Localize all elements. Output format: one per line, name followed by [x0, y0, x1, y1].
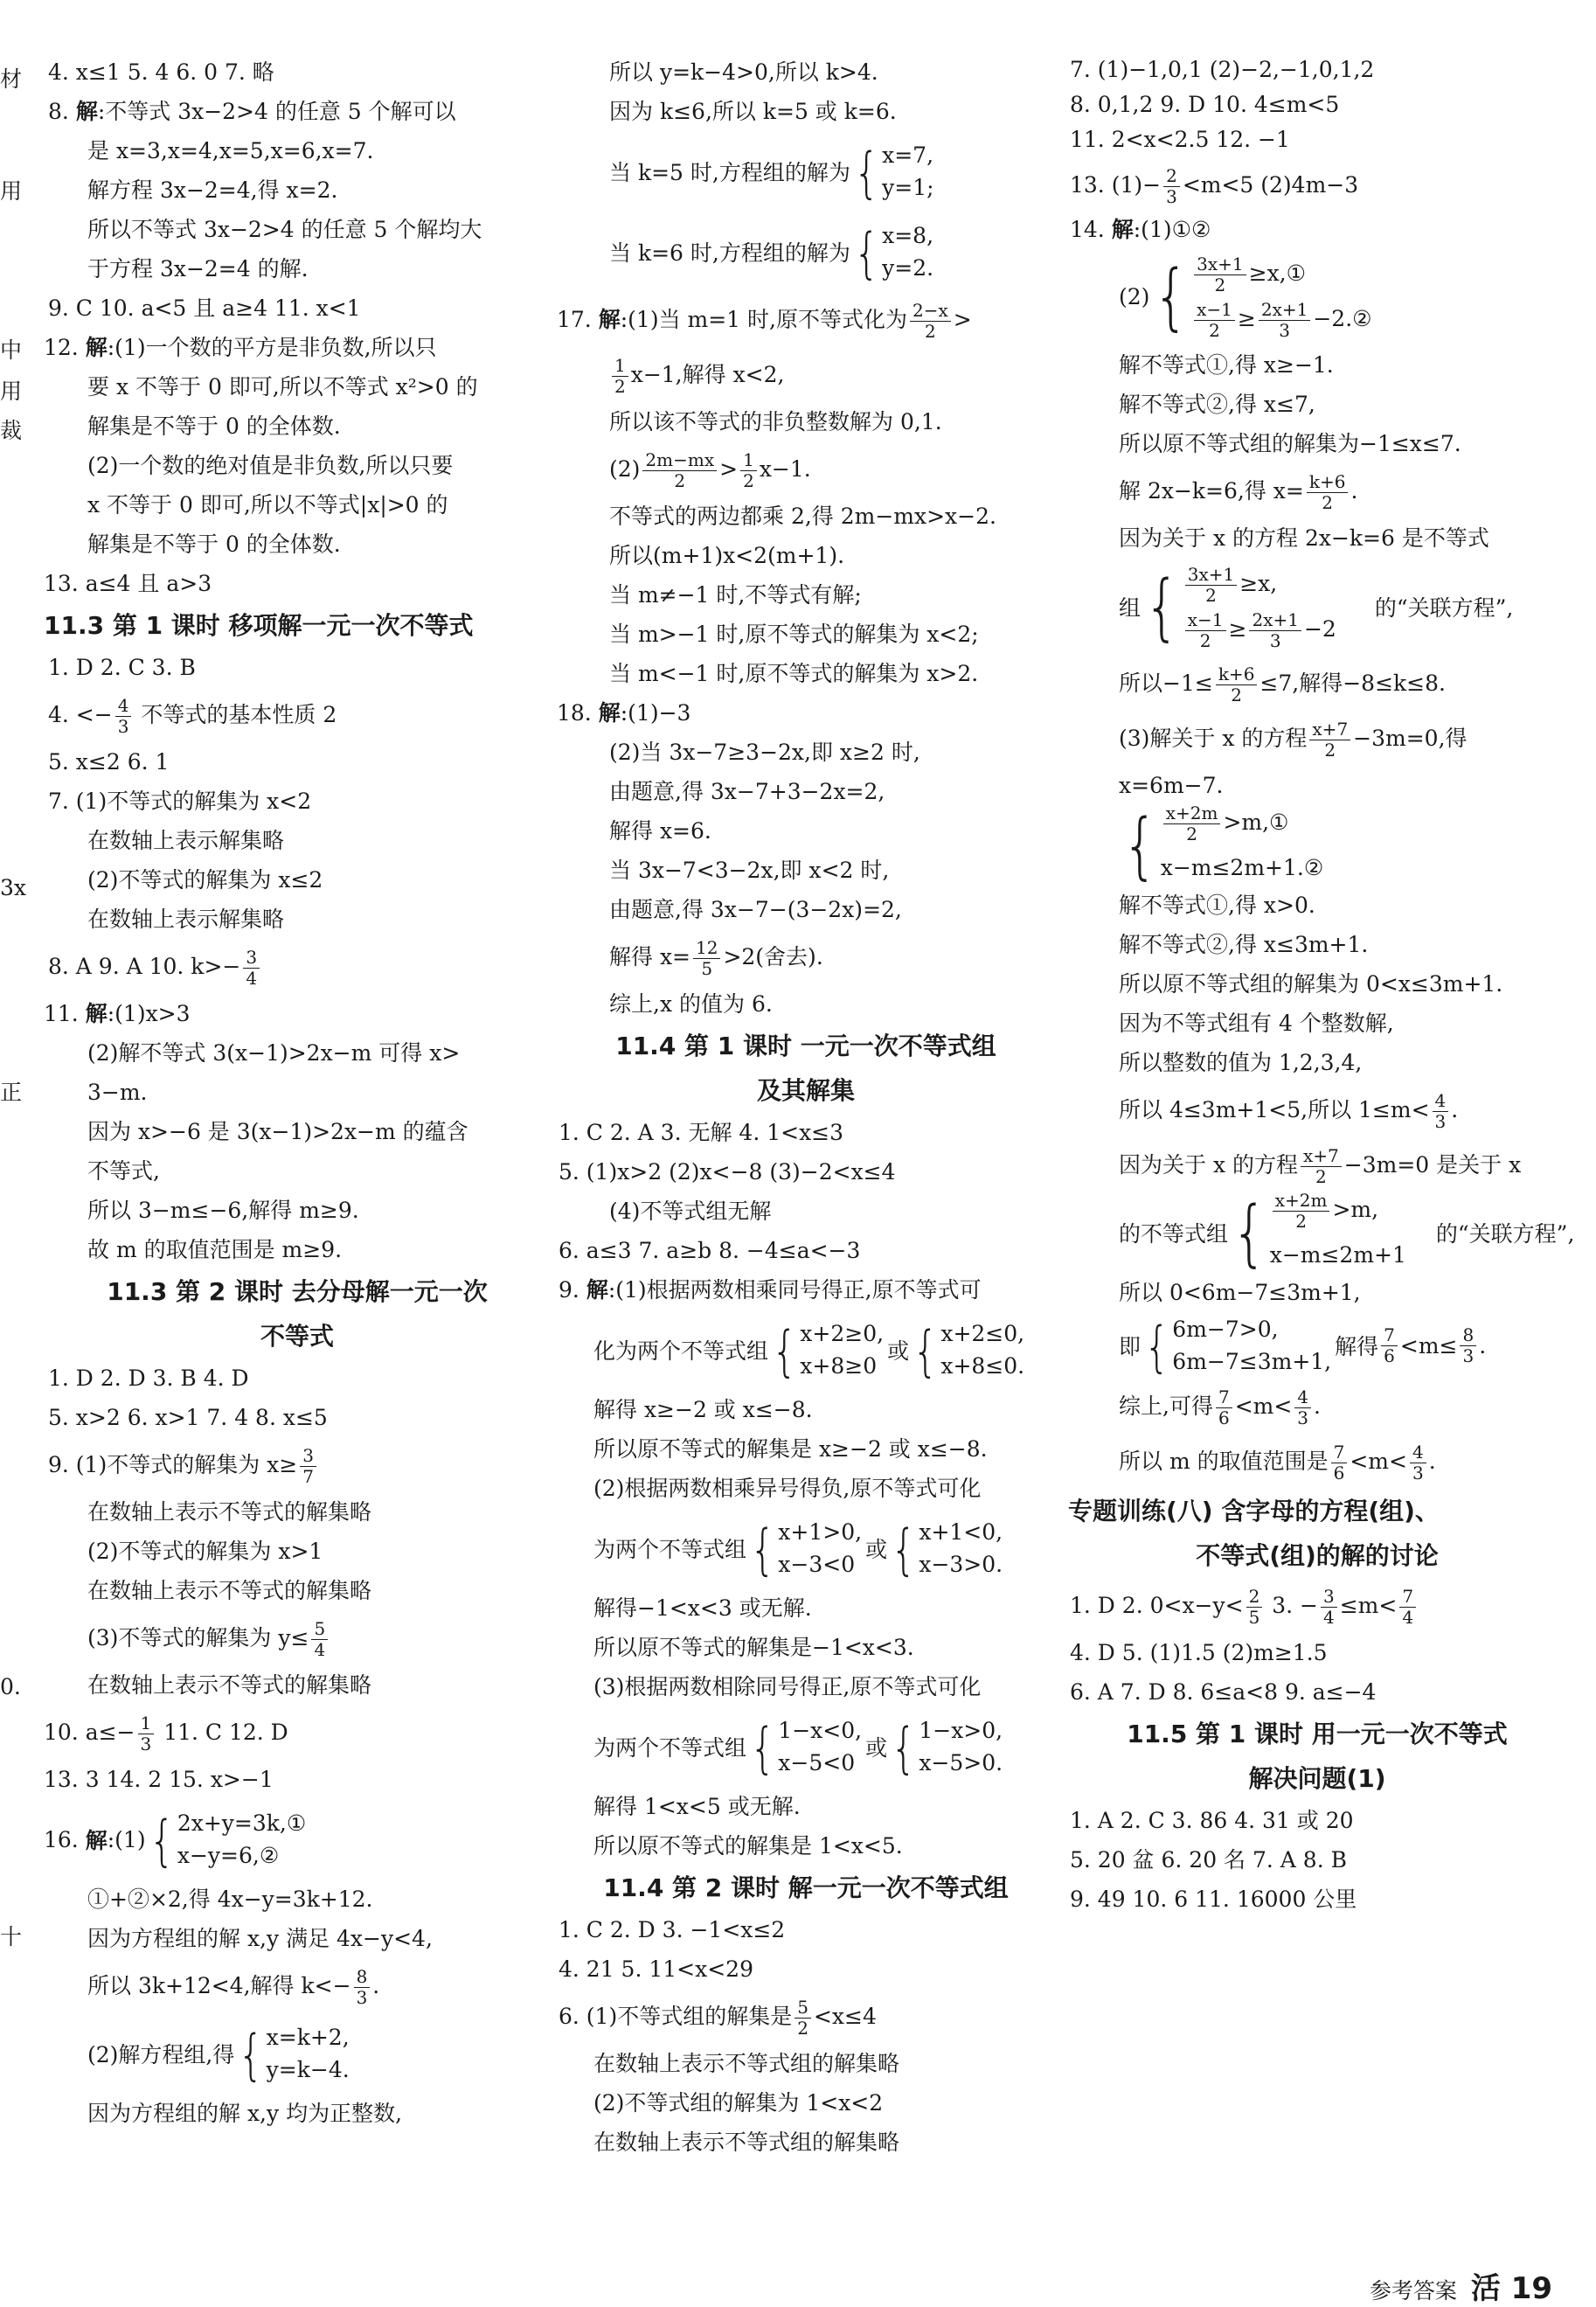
answer-line: 12. 解:(1)一个数的平方是非负数,所以只	[44, 335, 437, 360]
answer-line: 所以原不等式组的解集为 0<x≤3m+1.	[1119, 971, 1503, 997]
equation-system: { 2x+y=3k,① x−y=6,②	[149, 1807, 307, 1872]
answer-line: 因为关于 x 的方程 2x−k=6 是不等式	[1119, 525, 1489, 551]
answer-line: 因为 k≤6,所以 k=5 或 k=6.	[609, 99, 897, 124]
answer-line: 11. 解:(1)x>3	[44, 1001, 191, 1026]
answer-line: 因为不等式组有 4 个整数解,	[1119, 1011, 1394, 1036]
answer-line: 解 2x−k=6,得 x= $\frac{k+6}{2}$ .	[1119, 471, 1358, 513]
answer-line: 故 m 的取值范围是 m≥9.	[87, 1237, 343, 1262]
answer-line: 要 x 不等于 0 即可,所以不等式 x²>0 的	[87, 374, 478, 400]
answer-line: 当 3x−7<3−2x,即 x<2 时,	[609, 858, 890, 883]
answer-line: 所以 y=k−4>0,所以 k>4.	[609, 59, 878, 85]
answer-line: ①+②×2,得 4x−y=3k+12.	[87, 1887, 373, 1912]
answer-line: 不等式的两边都乘 2,得 2m−mx>x−2.	[609, 504, 996, 529]
answer-line: 9. (1)不等式的解集为 x≥ $\frac{3}{7}$	[44, 1437, 551, 1492]
margin-fragment: 用	[0, 379, 23, 404]
answer-line: 由题意,得 3x−7+3−2x=2,	[609, 779, 885, 804]
answer-line: 在数轴上表示不等式组的解集略	[593, 2051, 900, 2076]
answer-line: 9. C 10. a<5 且 a≥4 11. x<1	[48, 295, 361, 321]
answer-line: (4)不等式组无解	[609, 1199, 772, 1224]
inequality-system: { 6m−7>0, 6m−7≤3m+1,	[1144, 1313, 1332, 1378]
inequality-system: { x+1<0, x−3>0.	[891, 1516, 1003, 1581]
answer-line: 5. 20 盆 6. 20 名 7. A 8. B	[1070, 1847, 1347, 1873]
answer-line: 在数轴上表示不等式的解集略	[87, 1578, 372, 1603]
answer-line: 所以 3k+12<4,解得 k<− $\frac{8}{3}$ .	[87, 1966, 380, 2008]
answer-line: 在数轴上表示解集略	[87, 828, 285, 853]
answer-line: 由题意,得 3x−7−(3−2x)=2,	[609, 897, 902, 922]
footer-label: 参考答案	[1369, 2278, 1457, 2304]
equation-system: { x=k+2, y=k−4.	[238, 2021, 350, 2086]
answer-line: 所以整数的值为 1,2,3,4,	[1119, 1050, 1363, 1075]
answer-line: (2)解不等式 3(x−1)>2x−m 可得 x>	[87, 1040, 461, 1066]
answer-line: 6. (1)不等式组的解集是 $\frac{5}{2}$ <x≤4	[559, 1997, 877, 2039]
answer-line: 14. 解:(1)①②	[1070, 217, 1211, 242]
answer-line: 化为两个不等式组 { x+2≥0, x+8≥0 或 { x+2≤0, x+8≤0.	[593, 1317, 1025, 1382]
page-number: 活 19	[1470, 2271, 1552, 2306]
answer-line: 所以原不等式的解集是 1<x<5.	[593, 1833, 903, 1859]
answer-line	[1068, 802, 1566, 888]
inequality-system: { x+2≥0, x+8≥0	[772, 1317, 885, 1382]
answer-line: (2) { $\frac{3x+1}{2}$ ≥x,① $\frac{x-1}{2}$ ≥ $\frac{2x+1}{3}$ −2.②	[1068, 247, 1566, 345]
answer-line: 即 { 6m−7>0, 6m−7≤3m+1, 解得 7 6 <m≤ $\frac{8}{3}$ .	[1119, 1313, 1487, 1378]
answer-line: 在数轴上表示不等式的解集略	[87, 1672, 372, 1698]
section-heading: 专题训练(八) 含字母的方程(组)、	[1068, 1497, 1440, 1525]
answer-line: (2)不等式的解集为 x>1	[87, 1539, 323, 1564]
section-heading: 11.3 第 2 课时 去分母解一元一次	[107, 1277, 488, 1306]
answer-line: 解得 x= $\frac{12}{5}$ >2(舍去).	[609, 937, 823, 979]
answer-line: 是 x=3,x=4,x=5,x=6,x=7.	[87, 138, 374, 163]
answer-line: 当 m≠−1 时,不等式有解;	[609, 582, 862, 608]
answer-line: 所以 4≤3m+1<5,所以 1≤m< $\frac{4}{3}$ .	[1119, 1090, 1459, 1132]
equation-system: { x=8, y=2.	[853, 219, 934, 284]
answer-line: 解得 1<x<5 或无解.	[593, 1794, 801, 1819]
answer-line: 因为方程组的解 x,y 满足 4x−y<4,	[87, 1926, 433, 1951]
answer-line: (3)根据两数相除同号得正,原不等式可化	[593, 1674, 982, 1699]
answer-line: 17. 解:(1)当 m=1 时,原不等式化为 $\frac{2-x}{2}$ >	[557, 300, 972, 342]
answer-line: 所以该不等式的非负整数解为 0,1.	[609, 409, 942, 434]
inequality-system: { $\frac{3x+1}{2}$ ≥x,① $\frac{x-1}{2}$ ≥ $\frac{2x+1}{3}$ −2.②	[1153, 253, 1372, 341]
answer-line: (3)解关于 x 的方程 $\frac{x+7}{2}$ −3m=0,得	[1119, 719, 1468, 761]
answer-line: 11. 2<x<2.5 12. −1	[1070, 127, 1290, 152]
answer-line: 解得 x≥−2 或 x≤−8.	[593, 1397, 813, 1422]
answer-line: 9. 解:(1)根据两数相乘同号得正,原不等式可	[559, 1277, 982, 1303]
answer-line: 4. x≤1 5. 4 6. 0 7. 略	[48, 59, 274, 85]
answer-line: 1. D 2. 0<x−y< $\frac{2}{5}$ 3. − $\frac{3}{4}$ ≤m< $\frac{7}{4}$	[1068, 1578, 1566, 1633]
answer-line: 1. C 2. A 3. 无解 4. 1<x≤3	[559, 1120, 844, 1145]
answer-line: 不等式,	[87, 1158, 160, 1184]
section-heading: 11.4 第 1 课时 一元一次不等式组	[615, 1032, 996, 1060]
answer-line: 4. <− $\frac{4}{3}$ 不等式的基本性质 2	[48, 695, 337, 737]
margin-fragment: 中	[0, 337, 23, 363]
answer-line: 所以原不等式的解集是 x≥−2 或 x≤−8.	[593, 1436, 988, 1462]
answer-line: 3−m.	[87, 1080, 148, 1105]
answer-line: 当 k=5 时,方程组的解为 { x=7, y=1;	[609, 139, 934, 204]
answer-line: 18. 解:(1)−3	[557, 700, 691, 726]
answer-line: 因为 x>−6 是 3(x−1)>2x−m 的蕴含	[87, 1119, 468, 1144]
answer-line: 解集是不等于 0 的全体数.	[87, 413, 341, 439]
section-heading: 11.5 第 1 课时 用一元一次不等式	[1127, 1720, 1508, 1748]
inequality-system: { $\frac{x+2m}{2}$ >m, x−m≤2m+1	[1232, 1189, 1406, 1275]
answer-line: 16. 解 :(1) { 2x+y=3k,① x−y=6,②	[44, 1807, 307, 1872]
answer-line: 1. D 2. C 3. B	[48, 655, 196, 680]
section-heading: 不等式	[260, 1322, 334, 1351]
answer-line: 所以(m+1)x<2(m+1).	[609, 543, 845, 568]
answer-line: 5. (1)x>2 (2)x<−8 (3)−2<x≤4	[559, 1159, 896, 1185]
answer-line: 综上,x 的值为 6.	[609, 991, 773, 1017]
answer-line: 因为方程组的解 x,y 均为正整数,	[87, 2101, 403, 2126]
answer-line: 4. 21 5. 11<x<29	[559, 1956, 753, 1982]
answer-line: (2) $\frac{2m-mx}{2}$ > $\frac{1}{2}$ x−1.	[609, 449, 811, 491]
answer-column-3	[1068, 52, 1575, 1919]
answer-line: 10. a≤− $\frac{1}{3}$ 11. C 12. D	[44, 1713, 288, 1755]
section-heading: 11.3 第 1 课时 移项解一元一次不等式	[44, 611, 474, 640]
answer-line: 当 k=6 时,方程组的解为 { x=8, y=2.	[609, 219, 934, 284]
answer-line: 于方程 3x−2=4 的解.	[87, 256, 309, 281]
answer-line: 为两个不等式组 { x+1>0, x−3<0 或 { x+1<0, x−3>0.	[593, 1516, 1003, 1581]
section-heading: 及其解集	[756, 1076, 855, 1105]
answer-line: 解集是不等于 0 的全体数.	[87, 532, 341, 557]
equation-system: { x=7, y=1;	[853, 139, 934, 204]
inequality-system: { 1−x>0, x−5>0.	[891, 1714, 1003, 1779]
margin-fragment: 0.	[0, 1674, 21, 1699]
answer-line: 所以−1≤ $\frac{k+6}{2}$ ≤7,解得−8≤k≤8.	[1119, 664, 1446, 705]
answer-line: 所以原不等式组的解集为−1≤x≤7.	[1119, 431, 1461, 456]
answer-column-1	[44, 52, 551, 2133]
answer-line: 9. 49 10. 6 11. 16000 公里	[1070, 1887, 1357, 1912]
answer-line: 解方程 3x−2=4,得 x=2.	[87, 177, 338, 203]
answer-line: 5. x>2 6. x>1 7. 4 8. x≤5	[48, 1405, 328, 1430]
answer-line: 组 { $\frac{3x+1}{2}$ ≥x, $\frac{x-1}{2}$ ≥ $\frac{2x+1}{3}$ −2 的“关联方程”,	[1068, 558, 1566, 656]
answer-line: (2)解方程组,得 { x=k+2, y=k−4.	[87, 2021, 350, 2086]
answer-line: 当 m>−1 时,原不等式的解集为 x<2;	[609, 622, 979, 647]
answer-line: 解不等式①,得 x>0.	[1119, 893, 1315, 918]
answer-line: 6. A 7. D 8. 6≤a<8 9. a≤−4	[1070, 1679, 1377, 1705]
answer-column-2	[557, 52, 1055, 2162]
answer-line: 8. A 9. A 10. k>− $\frac{3}{4}$	[44, 939, 551, 994]
margin-fragment: 用	[0, 178, 23, 204]
answer-line: 为两个不等式组 { 1−x<0, x−5<0 或 { 1−x>0, x−5>0.	[593, 1714, 1003, 1779]
answer-line: 所以 3−m≤−6,解得 m≥9.	[87, 1198, 359, 1223]
answer-line: (3)不等式的解集为 y≤ $\frac{5}{4}$	[44, 1610, 551, 1665]
answer-line: 当 m<−1 时,原不等式的解集为 x>2.	[609, 661, 979, 686]
section-heading: 解决问题(1)	[1248, 1764, 1386, 1793]
margin-fragment: 3x	[0, 875, 27, 900]
inequality-system: { $\frac{3x+1}{2}$ ≥x, $\frac{x-1}{2}$ ≥ $\frac{2x+1}{3}$ −2	[1144, 563, 1336, 651]
answer-line: 4. D 5. (1)1.5 (2)m≥1.5	[1070, 1640, 1328, 1665]
answer-line: 1. C 2. D 3. −1<x≤2	[559, 1917, 786, 1942]
answer-line: 因为关于 x 的方程 $\frac{x+7}{2}$ −3m=0 是关于 x	[1119, 1145, 1522, 1187]
section-heading: 11.4 第 2 课时 解一元一次不等式组	[603, 1873, 1009, 1902]
answer-line: 7. (1)不等式的解集为 x<2	[48, 789, 312, 814]
inequality-system: { x+2≤0, x+8≤0.	[912, 1317, 1025, 1382]
answer-line: (2)一个数的绝对值是非负数,所以只要	[87, 453, 454, 478]
answer-line: 所以 0<6m−7≤3m+1,	[1119, 1280, 1361, 1305]
inequality-system: { 1−x<0, x−5<0	[750, 1714, 863, 1779]
answer-line: 解不等式②,得 x≤7,	[1119, 392, 1315, 417]
answer-line: 8. 0,1,2 9. D 10. 4≤m<5	[1070, 92, 1340, 117]
answer-line: 所以不等式 3x−2>4 的任意 5 个解均大	[87, 217, 482, 242]
answer-line: (2)当 3x−7≥3−2x,即 x≥2 时,	[609, 740, 920, 765]
answer-line: 在数轴上表示不等式的解集略	[87, 1499, 372, 1525]
answer-line: 解得−1<x<3 或无解.	[593, 1595, 812, 1621]
answer-line: 解不等式②,得 x≤3m+1.	[1119, 932, 1369, 957]
answer-line: 在数轴上表示不等式组的解集略	[593, 2130, 900, 2155]
margin-fragment: 材	[0, 66, 23, 92]
answer-line: 解得 x=6.	[609, 818, 711, 844]
inequality-system: { $\frac{x+2m}{2}$ >m,① x−m≤2m+1.②	[1122, 802, 1324, 888]
answer-line: (2)根据两数相乘异号得负,原不等式可化	[593, 1476, 982, 1501]
answer-line: 在数轴上表示解集略	[87, 907, 285, 932]
margin-fragment: 正	[0, 1080, 23, 1105]
answer-line: 5. x≤2 6. 1	[48, 749, 170, 775]
answer-line: 1. A 2. C 3. 86 4. 31 或 20	[1070, 1808, 1354, 1833]
answer-line: 所以 m 的取值范围是 $\frac{7}{6}$ <m< $\frac{4}{3}$ .	[1119, 1442, 1436, 1484]
answer-line: 的不等式组 { $\frac{x+2m}{2}$ >m, x−m≤2m+1 的“关联方程”,	[1068, 1192, 1566, 1273]
answer-line: 6. a≤3 7. a≥b 8. −4≤a<−3	[559, 1238, 861, 1263]
answer-line: x 不等于 0 即可,所以不等式|x|>0 的	[87, 492, 448, 518]
inequality-system: { x+1>0, x−3<0	[750, 1516, 863, 1581]
margin-fragment: 十	[0, 1924, 23, 1949]
answer-line: $\frac{1}{2}$ x−1,解得 x<2,	[557, 347, 1055, 402]
answer-line: (2)不等式组的解集为 1<x<2	[593, 2090, 884, 2116]
answer-line: (2)不等式的解集为 x≤2	[87, 867, 323, 893]
answer-line: 所以原不等式的解集是−1<x<3.	[593, 1635, 914, 1660]
answer-line: 13. (1)− $\frac{2}{3}$ <m<5 (2)4m−3	[1070, 165, 1359, 207]
answer-line: 13. 3 14. 2 15. x>−1	[44, 1767, 274, 1792]
answer-line: x=6m−7.	[1119, 773, 1224, 798]
answer-line: 解不等式①,得 x≥−1.	[1119, 352, 1334, 378]
answer-line: 13. a≤4 且 a>3	[44, 571, 212, 596]
margin-fragment: 裁	[0, 418, 23, 443]
answer-line: 1. D 2. D 3. B 4. D	[48, 1365, 249, 1391]
page-footer	[1370, 2264, 1552, 2307]
section-heading: 不等式(组)的解的讨论	[1196, 1541, 1439, 1570]
answer-line: 综上,可得 $\frac{7}{6}$ <m< $\frac{4}{3}$ .	[1119, 1386, 1321, 1428]
answer-line: 8. 解:不等式 3x−2>4 的任意 5 个解可以	[48, 99, 456, 124]
answer-line: 7. (1)−1,0,1 (2)−2,−1,0,1,2	[1070, 57, 1375, 82]
